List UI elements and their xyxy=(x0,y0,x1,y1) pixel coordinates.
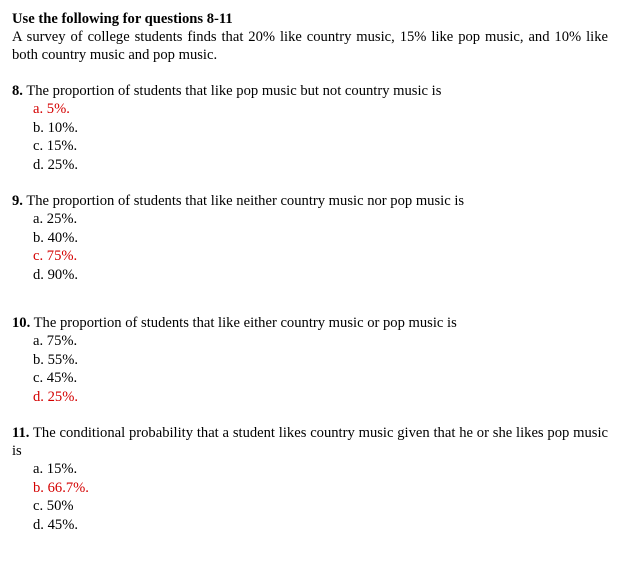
question-11-option-b: b. 66.7%. xyxy=(33,479,89,496)
section-heading: Use the following for questions 8-11 xyxy=(12,11,233,27)
question-11 xyxy=(12,424,608,534)
question-11-option-a: a. 15%. xyxy=(33,461,78,477)
question-8-option-b: b. 10%. xyxy=(33,119,78,136)
question-10-text: The proportion of students that like either country music or pop music is xyxy=(33,315,457,331)
question-9-text: The proportion of students that like neither country music nor pop music is xyxy=(26,193,465,209)
question-10 xyxy=(12,314,608,406)
question-10-option-c: c. 45%. xyxy=(33,370,78,386)
question-11-stem xyxy=(12,424,608,460)
question-8-number: 8. xyxy=(12,83,23,99)
question-9-stem xyxy=(12,192,608,210)
question-10-option-d: d. 25%. xyxy=(33,388,78,405)
question-8-options xyxy=(12,100,608,174)
question-8-option-c: c. 15%. xyxy=(33,138,78,154)
document xyxy=(12,10,608,534)
question-9-option-a: a. 25%. xyxy=(33,211,78,227)
question-10-option-b: b. 55%. xyxy=(33,351,78,368)
question-9-option-d: d. 90%. xyxy=(33,266,78,283)
question-10-options xyxy=(12,332,608,406)
question-11-option-c: c. 50% xyxy=(33,498,74,514)
question-8-option-d: d. 25%. xyxy=(33,156,78,173)
question-10-option-a: a. 75%. xyxy=(33,333,78,349)
question-11-number: 11. xyxy=(12,425,30,441)
question-10-stem xyxy=(12,314,608,332)
question-9-number: 9. xyxy=(12,193,23,209)
question-8 xyxy=(12,82,608,174)
question-8-option-a: a. 5%. xyxy=(33,101,70,117)
question-10-number: 10. xyxy=(12,315,31,331)
question-9-options xyxy=(12,210,608,284)
intro-paragraph: A survey of college students finds that 20% like country music, 15% like pop music, and 10% like both country music and pop music. xyxy=(12,29,608,63)
question-9 xyxy=(12,192,608,284)
question-11-option-d: d. 45%. xyxy=(33,516,78,533)
question-8-text: The proportion of students that like pop music but not country music is xyxy=(26,83,442,99)
question-8-stem xyxy=(12,82,608,100)
question-9-option-b: b. 40%. xyxy=(33,229,78,246)
question-11-text: The conditional probability that a student likes country music given that he or she likes pop music is xyxy=(12,425,608,459)
question-11-options xyxy=(12,460,608,534)
question-9-option-c: c. 75%. xyxy=(33,248,78,264)
